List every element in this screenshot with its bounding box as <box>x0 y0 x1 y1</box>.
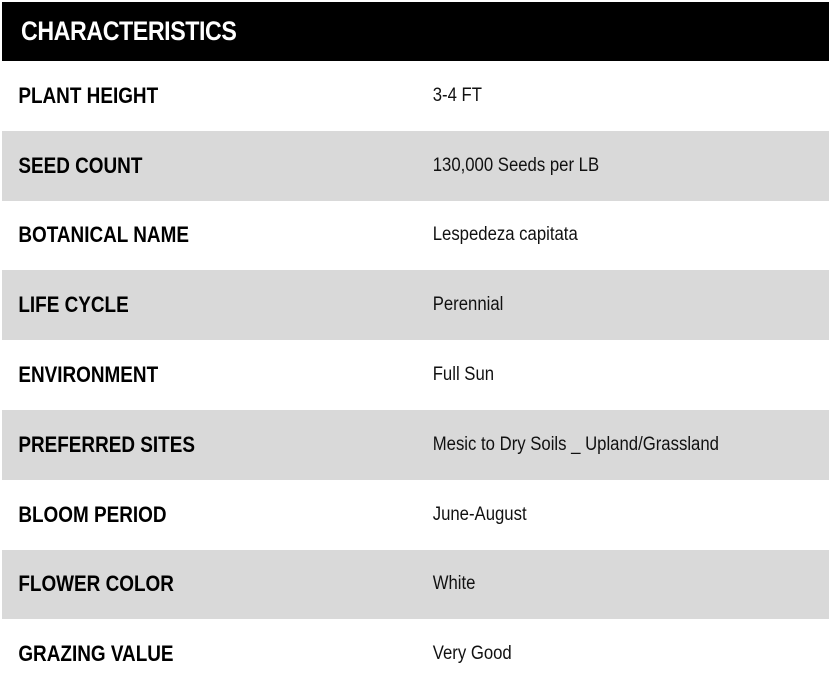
row-label: BOTANICAL NAME <box>18 222 189 248</box>
row-label: GRAZING VALUE <box>18 641 174 667</box>
row-value: June-August <box>432 503 527 525</box>
table-title: CHARACTERISTICS <box>21 16 237 46</box>
table-row-bloom-period <box>2 480 829 550</box>
row-value: 130,000 Seeds per LB <box>432 154 600 176</box>
row-value: Mesic to Dry Soils _ Upland/Grassland <box>432 433 719 455</box>
row-value: White <box>432 573 476 595</box>
row-label: LIFE CYCLE <box>18 292 129 318</box>
table-row-seed-count <box>2 131 829 201</box>
row-label: PLANT HEIGHT <box>18 82 159 108</box>
row-value: Lespedeza capitata <box>432 224 578 246</box>
table-row-life-cycle <box>2 270 829 340</box>
row-value: Perennial <box>432 294 504 316</box>
table-header <box>2 2 829 61</box>
table-row-botanical-name <box>2 201 829 271</box>
row-label: BLOOM PERIOD <box>18 501 167 527</box>
row-label: PREFERRED SITES <box>18 431 195 457</box>
row-label: SEED COUNT <box>18 152 143 178</box>
row-value: Very Good <box>432 643 512 665</box>
row-value: Full Sun <box>432 364 495 386</box>
row-label: FLOWER COLOR <box>18 571 174 597</box>
row-value: 3-4 FT <box>432 84 482 106</box>
table-row-preferred-sites <box>2 410 829 480</box>
table-row-plant-height <box>2 61 829 131</box>
table-row-grazing-value <box>2 619 829 689</box>
row-label: ENVIRONMENT <box>18 362 159 388</box>
table-row-flower-color <box>2 550 829 620</box>
characteristics-table <box>2 2 829 689</box>
table-row-environment <box>2 340 829 410</box>
